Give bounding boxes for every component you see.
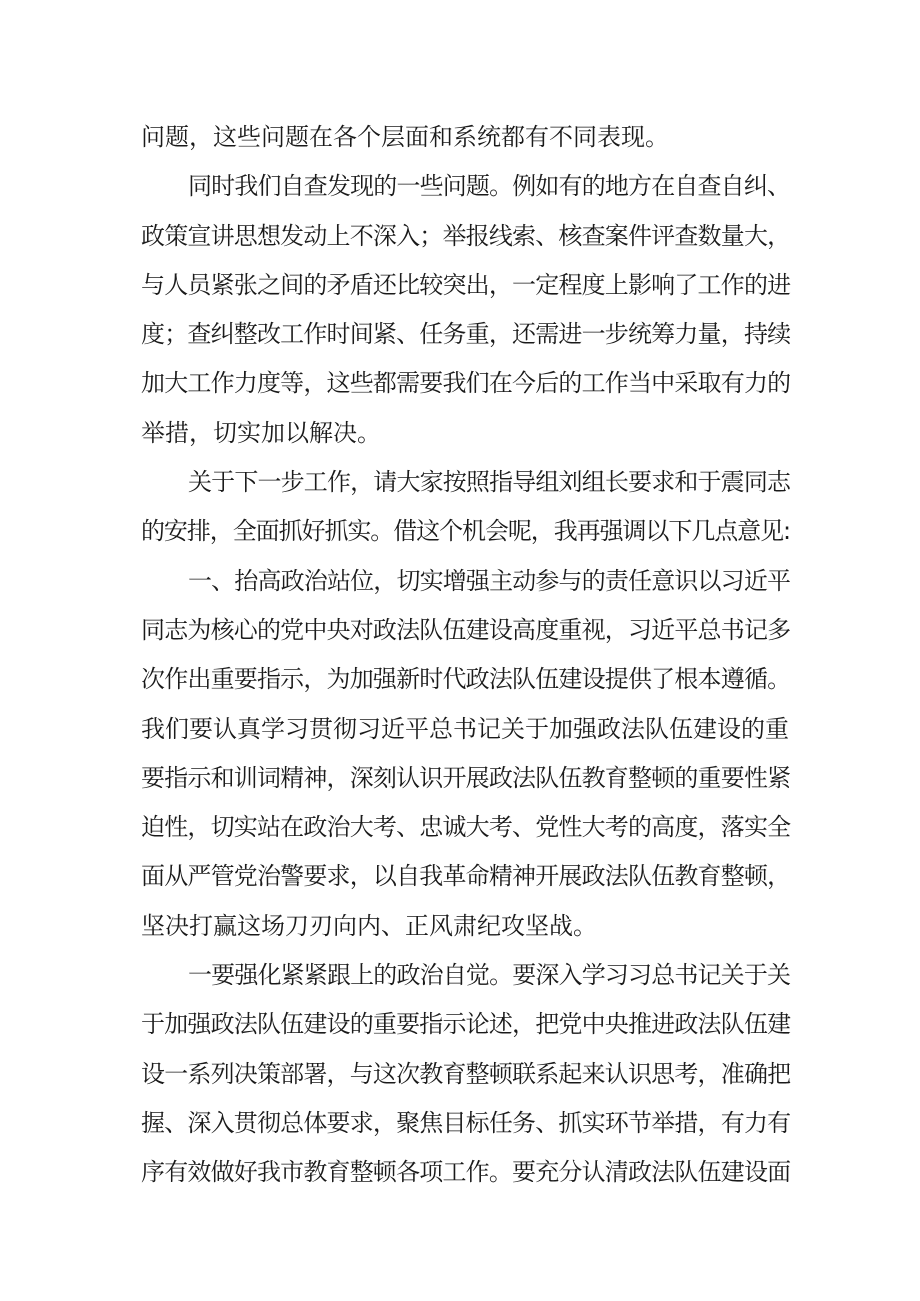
text-line: 握、深入贯彻总体要求，聚焦目标任务、抓实环节举措，有力有 xyxy=(141,1108,791,1137)
text-line: 迫性，切实站在政治大考、忠诚大考、党性大考的高度，落实全 xyxy=(141,813,791,842)
text-line: 度；查纠整改工作时间紧、任务重，还需进一步统筹力量，持续 xyxy=(141,320,791,349)
text-line: 与人员紧张之间的矛盾还比较突出，一定程度上影响了工作的进 xyxy=(141,270,791,299)
text-line: 的安排，全面抓好抓实。借这个机会呢，我再强调以下几点意见: xyxy=(141,517,791,546)
text-line: 我们要认真学习贯彻习近平总书记关于加强政法队伍建设的重 xyxy=(141,714,789,743)
text-line: 一、抬高政治站位，切实增强主动参与的责任意识以习近平 xyxy=(188,566,791,595)
text-line: 坚决打赢这场刀刃向内、正风肃纪攻坚战。 xyxy=(141,911,597,940)
text-line: 政策宣讲思想发动上不深入；举报线索、核查案件评查数量大， xyxy=(141,221,791,250)
text-line: 问题，这些问题在各个层面和系统都有不同表现。 xyxy=(141,123,669,151)
text-line: 面从严管党治警要求，以自我革命精神开展政法队伍教育整顿， xyxy=(141,862,791,891)
text-line: 关于下一步工作，请大家按照指导组刘组长要求和于震同志 xyxy=(188,468,791,497)
text-line: 同时我们自查发现的一些问题。例如有的地方在自查自纠、 xyxy=(188,172,791,201)
text-line: 设一系列决策部署，与这次教育整顿联系起来认识思考，准确把 xyxy=(141,1059,791,1088)
text-line: 次作出重要指示，为加强新时代政法队伍建设提供了根本遵循。 xyxy=(141,665,791,694)
text-line: 于加强政法队伍建设的重要指示论述，把党中央推进政法队伍建 xyxy=(141,1010,791,1039)
text-line: 同志为核心的党中央对政法队伍建设高度重视，习近平总书记多 xyxy=(141,615,791,644)
text-line: 一要强化紧紧跟上的政治自觉。要深入学习习总书记关于关 xyxy=(188,961,791,990)
text-line: 要指示和训词精神，深刻认识开展政法队伍教育整顿的重要性紧 xyxy=(141,763,791,792)
body-text xyxy=(141,113,791,1198)
text-line: 序有效做好我市教育整顿各项工作。要充分认清政法队伍建设面 xyxy=(141,1158,791,1187)
text-line: 加大工作力度等，这些都需要我们在今后的工作当中采取有力的 xyxy=(141,369,791,398)
text-line: 举措，切实加以解决。 xyxy=(141,418,381,447)
